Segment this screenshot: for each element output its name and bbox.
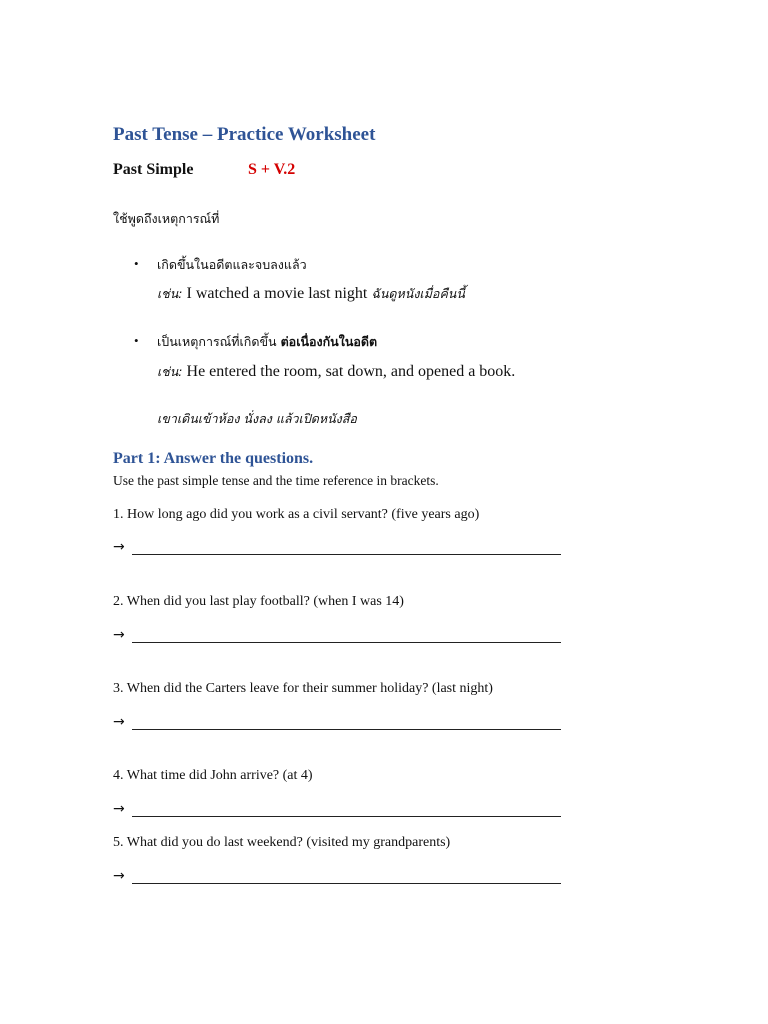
- answer-underline: [132, 729, 561, 730]
- tense-formula: S + V.2: [248, 161, 296, 178]
- tense-name: Past Simple: [113, 161, 194, 178]
- arrow-icon: →: [113, 801, 125, 817]
- answer-line-3[interactable]: [113, 714, 563, 736]
- question-5: 5. What did you do last weekend? (visited my grandparents): [113, 835, 451, 850]
- answer-line-4[interactable]: [113, 801, 563, 823]
- example-1-label: เช่น:: [157, 286, 183, 301]
- question-3: 3. When did the Carters leave for their summer holiday? (last night): [113, 681, 493, 696]
- usage-bullet-2: [157, 332, 377, 352]
- usage-bullet-2-text: เป็นเหตุการณ์ที่เกิดขึ้น: [157, 334, 277, 349]
- part1-heading: Part 1: Answer the questions.: [113, 450, 314, 467]
- answer-line-1[interactable]: [113, 539, 563, 561]
- usage-intro: ใช้พูดถึงเหตุการณ์ที่: [113, 211, 220, 226]
- answer-underline: [132, 816, 561, 817]
- arrow-icon: →: [113, 714, 125, 730]
- arrow-icon: →: [113, 868, 125, 884]
- usage-bullet-1-text: เกิดขึ้นในอดีตและจบลงแล้ว: [157, 257, 307, 272]
- example-2: [157, 362, 515, 382]
- example-2-sentence: He entered the room, sat down, and opened a book.: [186, 363, 516, 380]
- arrow-icon: →: [113, 627, 125, 643]
- example-1: [157, 284, 465, 304]
- answer-line-5[interactable]: [113, 868, 563, 890]
- answer-underline: [132, 554, 561, 555]
- question-4: 4. What time did John arrive? (at 4): [113, 768, 313, 783]
- answer-line-2[interactable]: [113, 627, 563, 649]
- example-1-sentence: I watched a movie last night: [186, 285, 368, 302]
- worksheet-title: Past Tense – Practice Worksheet: [113, 124, 376, 145]
- part1-instruction: Use the past simple tense and the time reference in brackets.: [113, 473, 439, 488]
- usage-bullet-2-emphasis: ต่อเนื่องกันในอดีต: [280, 334, 378, 349]
- usage-bullet-1: [157, 255, 307, 275]
- answer-underline: [132, 642, 561, 643]
- example-2-label: เช่น:: [157, 364, 183, 379]
- question-1: 1. How long ago did you work as a civil servant? (five years ago): [113, 507, 480, 522]
- example-1-translation: ฉันดูหนังเมื่อคืนนี้: [371, 286, 465, 301]
- arrow-icon: →: [113, 539, 125, 555]
- question-2: 2. When did you last play football? (when I was 14): [113, 594, 404, 609]
- answer-underline: [132, 883, 561, 884]
- example-2-translation: เขาเดินเข้าห้อง นั่งลง แล้วเปิดหนังสือ: [157, 411, 357, 426]
- bullet-dot-icon: •: [134, 333, 139, 348]
- bullet-dot-icon: •: [134, 256, 139, 271]
